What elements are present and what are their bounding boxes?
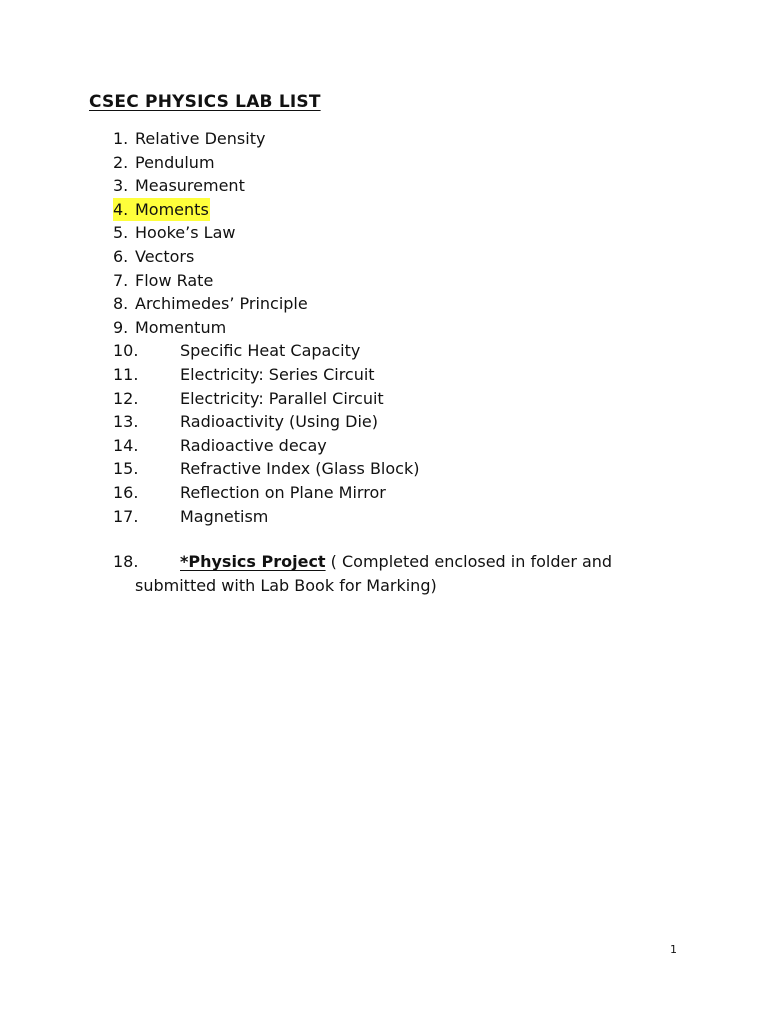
lab-item-number: 13. bbox=[113, 412, 139, 432]
lab-item-label: Reflection on Plane Mirror bbox=[180, 482, 386, 502]
lab-item-label: Moments bbox=[135, 199, 209, 219]
physics-project-item bbox=[113, 550, 633, 598]
lab-item-number: 8. bbox=[113, 294, 129, 314]
page-title: CSEC PHYSICS LAB LIST bbox=[89, 92, 321, 112]
project-title: *Physics Project bbox=[180, 552, 326, 571]
lab-item-number: 6. bbox=[113, 246, 129, 266]
lab-item-label: Electricity: Parallel Circuit bbox=[180, 388, 384, 408]
lab-list-item bbox=[113, 151, 419, 175]
lab-item-number: 9. bbox=[113, 317, 129, 337]
project-description-line-2: submitted with Lab Book for Marking) bbox=[135, 576, 437, 595]
lab-item-label: Momentum bbox=[135, 317, 227, 337]
lab-item-number: 3. bbox=[113, 176, 129, 196]
lab-item-number: 1. bbox=[113, 129, 129, 148]
lab-item-number: 4. bbox=[113, 199, 129, 219]
lab-list-item bbox=[113, 457, 419, 481]
lab-item-label: Specific Heat Capacity bbox=[180, 341, 361, 361]
lab-list-item bbox=[113, 434, 419, 458]
lab-list-item bbox=[113, 505, 419, 529]
lab-item-label: Magnetism bbox=[180, 506, 269, 526]
lab-list bbox=[113, 127, 419, 528]
lab-item-label: Electricity: Series Circuit bbox=[180, 364, 375, 384]
page-number: 1 bbox=[670, 943, 677, 956]
lab-list-item bbox=[113, 339, 419, 363]
project-first-line bbox=[113, 550, 633, 574]
lab-item-label: Pendulum bbox=[135, 152, 215, 172]
lab-item-number: 2. bbox=[113, 152, 129, 172]
highlighted-text bbox=[113, 198, 210, 222]
project-description-line-1: ( Completed enclosed in folder and bbox=[325, 552, 613, 571]
lab-item-label: Radioactivity (Using Die) bbox=[180, 412, 378, 432]
lab-list-item bbox=[113, 481, 419, 505]
lab-item-label: Refractive Index (Glass Block) bbox=[180, 459, 420, 479]
lab-item-label: Measurement bbox=[135, 176, 245, 196]
lab-list-item bbox=[113, 410, 419, 434]
lab-list-item bbox=[113, 316, 419, 340]
lab-item-number: 17. bbox=[113, 506, 139, 526]
lab-item-label: Flow Rate bbox=[135, 270, 214, 290]
lab-list-item bbox=[113, 127, 419, 151]
lab-item-number: 5. bbox=[113, 223, 129, 243]
lab-item-label: Vectors bbox=[135, 246, 195, 266]
lab-list-item bbox=[113, 245, 419, 269]
lab-item-label: Archimedes’ Principle bbox=[135, 294, 308, 314]
lab-item-number: 10. bbox=[113, 341, 139, 361]
lab-item-number: 12. bbox=[113, 388, 139, 408]
lab-list-item bbox=[113, 198, 419, 222]
lab-item-number: 16. bbox=[113, 482, 139, 502]
lab-item-label: Relative Density bbox=[135, 129, 266, 148]
lab-list-item bbox=[113, 387, 419, 411]
lab-item-number: 11. bbox=[113, 364, 139, 384]
lab-item-number: 14. bbox=[113, 435, 139, 455]
lab-item-label: Radioactive decay bbox=[180, 435, 327, 455]
lab-item-number: 15. bbox=[113, 459, 139, 479]
lab-item-label: Hooke’s Law bbox=[135, 223, 236, 243]
project-number: 18. bbox=[113, 552, 139, 571]
lab-list-item bbox=[113, 363, 419, 387]
lab-list-item bbox=[113, 292, 419, 316]
lab-item-number: 7. bbox=[113, 270, 129, 290]
lab-list-item bbox=[113, 174, 419, 198]
lab-list-item bbox=[113, 269, 419, 293]
lab-list-item bbox=[113, 221, 419, 245]
